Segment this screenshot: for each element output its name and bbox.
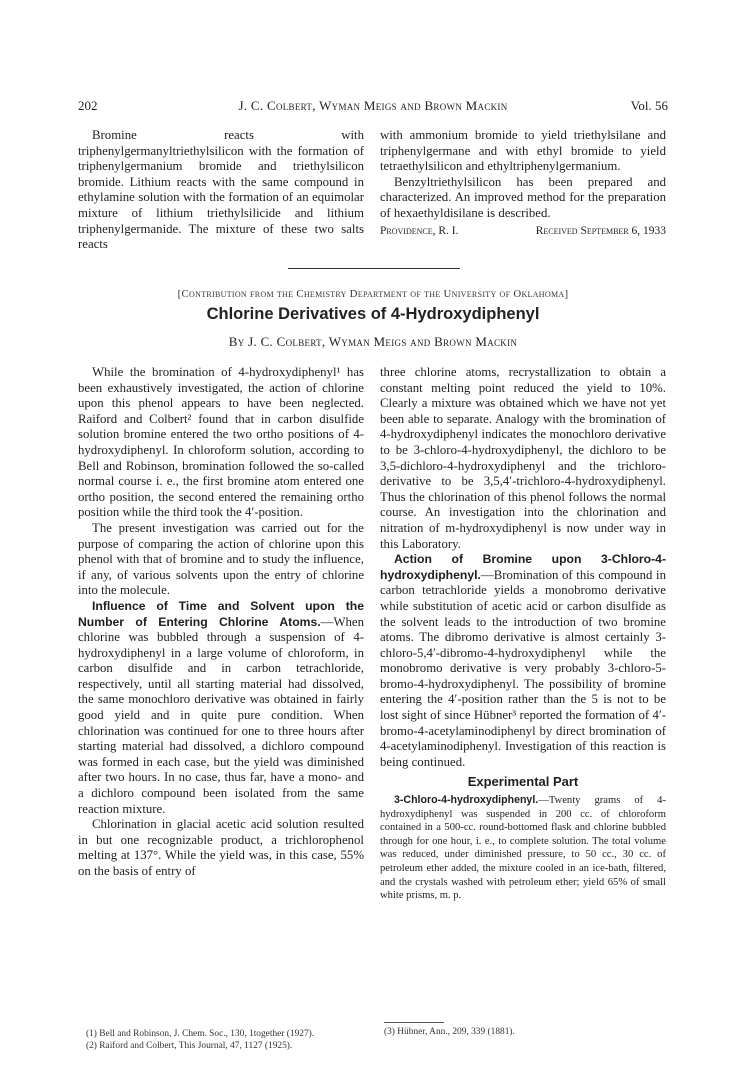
paragraph-heading: 3-Chloro-4-hydroxydiphenyl. — [394, 794, 539, 807]
page-number: 202 — [78, 98, 98, 113]
contribution-line: [Contribution from the Chemistry Department of the University of Oklahoma] — [177, 288, 569, 300]
footnote: (2) Raiford and Colbert, This Journal, 47, 1127 (1925). — [86, 1041, 293, 1051]
body-paragraph: While the bromination of 4-hydroxydiphenyl¹ has been exhaustively investigated, the action of chlorine upon this phenol appears to have been neglected. Raiford and Colbert² found that in carbon disulfide solution bromine entered the two ortho positions of 4-hydroxydiphenyl. In chloroform solution, according to Bell and Robinson, bromination followed the so-called normal course i. e., the first bromine atom entered one ortho position, the second entered the remaining ortho position while the third took the 4′-position. — [78, 365, 364, 520]
footnotes-right — [384, 1022, 670, 1038]
volume-number: Vol. 56 — [630, 98, 668, 113]
footnote: (1) Bell and Robinson, J. Chem. Soc., 130, 1together (1927). — [86, 1029, 315, 1039]
previous-article-left-column — [78, 128, 364, 253]
paragraph-heading: Influence of Time and Solvent upon the Number of Entering Chlorine Atoms. — [78, 598, 364, 629]
paragraph-heading: Action of Bromine upon 3-Chloro-4-hydroxydiphenyl. — [380, 552, 666, 582]
footnotes-left — [86, 1028, 372, 1052]
section-divider — [288, 268, 460, 269]
article-byline: By J. C. Colbert, Wyman Meigs and Brown Mackin — [228, 334, 518, 349]
article-title: Chlorine Derivatives of 4-Hydroxydiphenyl — [206, 305, 540, 323]
previous-article-paragraph: with ammonium bromide to yield triethylsilane and triphenylgermane and with ethyl bromide to yield tetraethylsilicon and ethyltriphenylgermanium. — [380, 128, 666, 174]
body-paragraph: The present investigation was carried out for the purpose of comparing the action of chlorine upon this phenol with that of bromine and to study the influence, if any, of various solvents upon the entry of chlorine into the molecule. — [78, 520, 364, 598]
paragraph-text: —Twenty grams of 4-hydroxydiphenyl was suspended in 200 cc. of chloroform contained in a 500-cc. round-bottomed flask and chlorine bubbled through for one hour, i. e., to complete solution. The total volume was reduced, under diminished pressure, to 50 cc., 30 cc. of petroleum ether added, the mixture cooled in an ice-bath, filtered, and the crystals washed with petroleum ether; yield 65% of small white prisms, m. p. — [380, 795, 666, 902]
body-paragraph — [380, 552, 666, 770]
running-header — [78, 98, 668, 116]
footnote: (3) Hübner, Ann., 209, 339 (1881). — [384, 1027, 515, 1037]
body-paragraph: Chlorination in glacial acetic acid solution resulted in but one recognizable product, a trichlorophenol melting at 137°. While the yield was, in this case, 55% on the basis of entry of — [78, 817, 364, 878]
previous-article-paragraph: Bromine reacts with triphenylgermanyltriethylsilicon with the formation of triphenylgermanium bromide and triethylsilicon bromide. Lithium reacts with the same compound in ethylamine solution with the formation of an equimolar mixture of lithium triethylsilicide and lithium triphenylgermanide. The mixture of these two salts reacts — [78, 128, 364, 252]
footnote-divider — [384, 1022, 444, 1023]
previous-article-signature — [380, 224, 666, 240]
previous-article-right-column — [380, 128, 666, 239]
received-date: Received September 6, 1933 — [535, 224, 666, 237]
experimental-paragraph — [380, 794, 666, 903]
body-paragraph: three chlorine atoms, recrystallization to obtain a constant melting point reduced the yield to 10%. Clearly a mixture was obtained which we have not yet been able to separate. Analogy with the bromination of 4-hydroxydiphenyl indicates the monochloro derivative to be 3-chloro-4-hydroxydiphenyl, the dichloro to be 3,5-dichloro-4-hydroxydiphenyl and the trichloro-derivative to be 3,5,4′-trichloro-4-hydroxydiphenyl. Thus the chlorination of this phenol follows the normal course. An investigation into the chlorination and nitration of m-hydroxydiphenyl is now under way in this Laboratory. — [380, 365, 666, 551]
location-text: Providence, R. I. — [380, 224, 459, 237]
article-right-column — [380, 365, 666, 903]
paragraph-text: —Bromination of this compound in carbon tetrachloride yields a monobromo derivative while substitution of acetic acid or carbon disulfide as the solvent leads to the introduction of two bromine atoms. The dibromo derivative is almost certainly 3-chloro-5,4′-dibromo-4-hydroxydiphenyl while the monobromo derivative is very probably 3-chloro-5-bromo-4-hydroxydiphenyl. The possibility of bromine entering the 4′-position rather than the 5 is not to be lost sight of since Hübner³ reported the formation of 4′-bromo-4-acetylaminodiphenyl by direct bromination of 4-acetylaminodiphenyl. Investigation of this reaction is being continued. — [380, 567, 666, 769]
running-authors: J. C. Colbert, Wyman Meigs and Brown Mackin — [238, 98, 508, 113]
section-heading: Experimental Part — [467, 774, 579, 790]
paragraph-text: —When chlorine was bubbled through a suspension of 4-hydroxydiphenyl in a large volume of chloroform, in carbon disulfide and in carbon tetrachloride, respectively, until all starting material had dissolved, the same monochloro derivative was obtained in fairly good yield and in quite pure condition. When chlorination was continued for one to three hours after starting material had dissolved, a dichloro compound was formed in each case, but the yield was diminished after two hours. In no case, thus far, have a mono- and a dichloro compound been isolated from the same reaction mixture. — [78, 614, 364, 816]
body-paragraph — [78, 599, 364, 817]
previous-article-paragraph: Benzyltriethylsilicon has been prepared and characterized. An improved method for the preparation of hexaethyldisilane is described. — [380, 174, 666, 220]
article-left-column — [78, 365, 364, 880]
